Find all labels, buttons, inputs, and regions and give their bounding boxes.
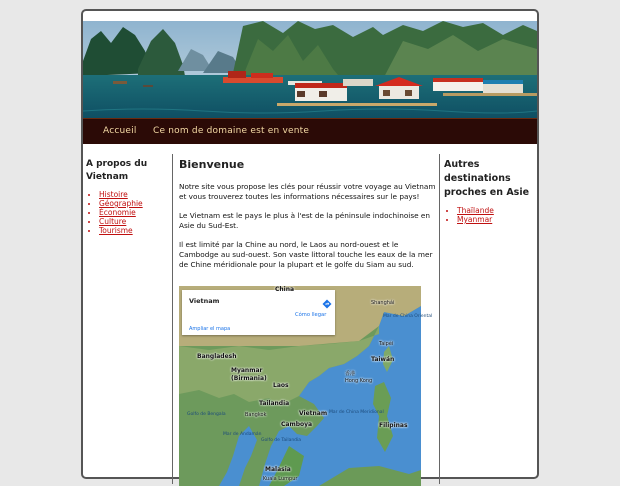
list-item xyxy=(99,226,172,235)
link-histoire[interactable]: Histoire xyxy=(99,190,128,199)
map-label-shanghai: Shanghái xyxy=(371,300,395,306)
map-label-gulf-of-thailand: Golfo de Tailandia xyxy=(261,438,302,443)
list-item xyxy=(457,215,535,224)
directions-icon[interactable] xyxy=(322,299,332,309)
map-label-malasia: Malasia xyxy=(265,466,291,473)
right-sidebar xyxy=(439,154,535,484)
right-sidebar-title: Autres destinations proches en Asie xyxy=(444,159,530,198)
directions-link[interactable]: Cómo llegar xyxy=(295,312,327,318)
map-label-hk-cn: 香港 xyxy=(345,371,356,377)
map-label-myanmar: Myanmar xyxy=(231,367,263,374)
embedded-map[interactable] xyxy=(179,286,433,486)
map-label-bay-of-bengal: Golfo de Bengala xyxy=(187,412,226,417)
list-item xyxy=(99,190,172,199)
map-label-birmania: (Birmania) xyxy=(231,375,267,382)
map-label-camboya: Camboya xyxy=(281,421,313,428)
map-label-kuala-lumpur: Kuala Lumpur xyxy=(263,476,298,482)
left-sidebar xyxy=(85,154,173,484)
location-paragraph: Le Vietnam est le pays le plus à l'est de la péninsule indochinoise en Asie du Sud-Est. xyxy=(179,211,431,230)
link-economie[interactable]: Économie xyxy=(99,208,136,217)
map-label-hongkong: Hong Kong xyxy=(345,378,373,384)
page-title: Bienvenue xyxy=(179,158,245,171)
enlarge-map-link[interactable]: Ampliar el mapa xyxy=(189,326,231,332)
borders-paragraph: Il est limité par la Chine au nord, le Laos au nord-ouest et le Cambodge au sud-ouest. Son vaste littoral touche les eaux de la mer de Chine méridionale pour la plupart et le golfe du Siam au sud. xyxy=(179,240,433,269)
nav-domain-for-sale-link[interactable]: Ce nom de domaine est en vente xyxy=(153,126,310,136)
map-label-bangkok: Bangkok xyxy=(245,412,267,418)
link-myanmar[interactable]: Myanmar xyxy=(457,215,493,224)
map-label-tailandia: Tailandia xyxy=(259,400,290,407)
left-sidebar-title: A propos du Vietnam xyxy=(86,159,148,182)
map-label-south-china-sea: Mar de China Meridional xyxy=(329,410,384,415)
list-item xyxy=(99,199,172,208)
main-content xyxy=(177,154,439,484)
link-thailande[interactable]: Thaïlande xyxy=(457,206,494,215)
page-frame xyxy=(81,9,539,482)
link-tourisme[interactable]: Tourisme xyxy=(99,226,133,235)
main-navigation xyxy=(83,118,537,144)
map-label-taiwan: Taiwán xyxy=(371,356,395,363)
list-item xyxy=(99,208,172,217)
map-place-name: Vietnam xyxy=(189,297,220,305)
map-label-laos: Laos xyxy=(273,382,289,389)
left-sidebar-links xyxy=(85,190,172,235)
map-info-card xyxy=(182,290,335,335)
map-label-vietnam: Vietnam xyxy=(299,410,328,417)
map-label-andaman-sea: Mar de Andamán xyxy=(223,432,262,437)
link-culture[interactable]: Culture xyxy=(99,217,127,226)
map-label-taipei: Taipéi xyxy=(379,341,394,347)
intro-paragraph: Notre site vous propose les clés pour réussir votre voyage au Vietnam et vous trouverez toutes les informations nécessaires sur le pays! xyxy=(179,182,436,201)
map-label-bangladesh: Bangladesh xyxy=(197,353,237,360)
right-sidebar-links xyxy=(440,206,535,224)
list-item xyxy=(99,217,172,226)
map-label-filipinas: Filipinas xyxy=(379,422,408,429)
header-banner-image xyxy=(83,21,537,118)
link-geographie[interactable]: Géographie xyxy=(99,199,143,208)
list-item xyxy=(457,206,535,215)
map-label-east-china-sea: Mar de China Oriental xyxy=(383,314,433,319)
nav-home-link[interactable]: Accueil xyxy=(103,126,137,136)
map-label-china: China xyxy=(275,286,295,293)
